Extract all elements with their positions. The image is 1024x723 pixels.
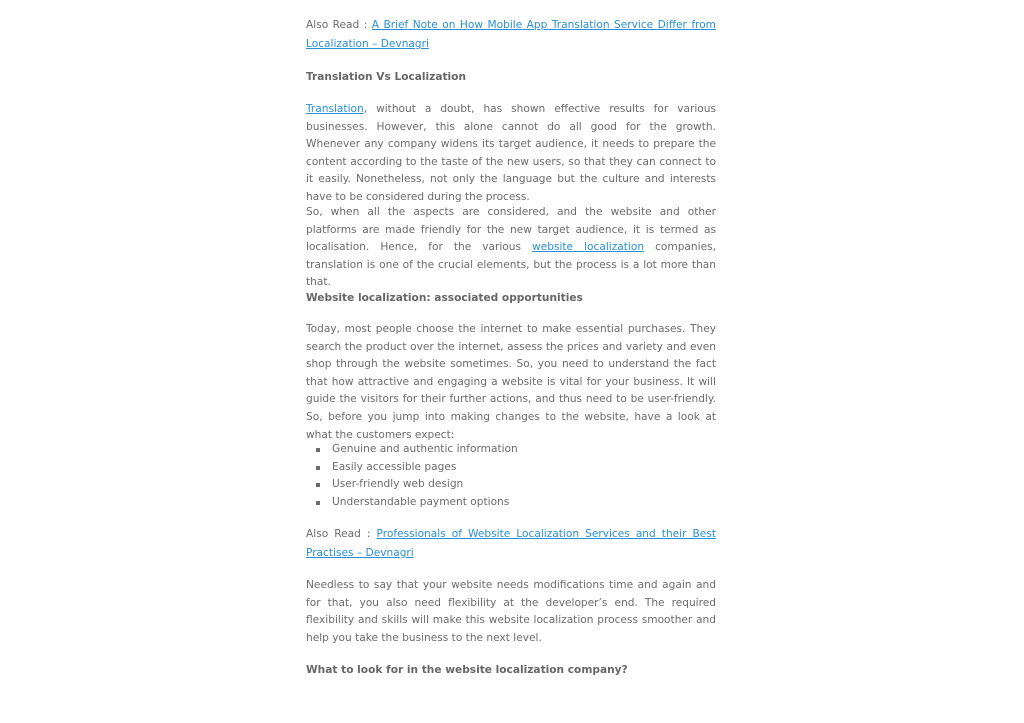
also-read-2-prefix: Also Read : — [306, 528, 377, 540]
also-read-2 — [306, 525, 716, 563]
paragraph-localisation-after: companies, translation is one of the crucial elements, but the process is a lot more than that. — [306, 241, 716, 289]
paragraph-localisation-before: So, when all the aspects are considered, and the website and other platforms are made friendly for the new target audience, it is termed as localisation. Hence, for the various — [306, 206, 716, 254]
website-localization-link[interactable]: website localization — [532, 241, 645, 254]
also-read-1-prefix: Also Read : — [306, 19, 372, 31]
also-read-1 — [306, 16, 716, 54]
list-item: Genuine and authentic information — [306, 441, 716, 459]
square-bullet-icon — [316, 448, 320, 452]
translation-link[interactable]: Translation — [306, 103, 364, 115]
square-bullet-icon — [316, 466, 320, 470]
paragraph-translation-text: , without a doubt, has shown effective results for various businesses. However, this alone cannot do all good for the growth. Whenever any company widens its target audience, it needs to prepare the content according to the taste of the new users, so that they can connect to it easily. Nonetheless, not only the language but the culture and interests have to be considered during the process. — [306, 103, 716, 203]
paragraph-localisation — [306, 204, 716, 292]
list-item: Easily accessible pages — [306, 459, 716, 477]
also-read-2-link[interactable]: Professionals of Website Localization Services and their Best Practises – Devnagri — [306, 528, 716, 559]
paragraph-internet-purchases: Today, most people choose the internet to make essential purchases. They search the product over the internet, assess the prices and variety and even shop through the website sometimes. So, you need to understand the fact that how attractive and engaging a website is vital for your business. It will guide the visitors for their further actions, and thus need to be user-friendly. So, before you jump into making changes to the website, have a look at what the customers expect: — [306, 323, 716, 441]
heading-translation-vs-localization: Translation Vs Localization — [306, 71, 467, 83]
square-bullet-icon — [316, 483, 320, 487]
heading-opportunities: Website localization: associated opportunities — [306, 292, 583, 304]
square-bullet-icon — [316, 501, 320, 505]
list-item: Understandable payment options — [306, 494, 716, 512]
list-item: User-friendly web design — [306, 476, 716, 494]
paragraph-flexibility: Needless to say that your website needs modifications time and again and for that, you also need flexibility at the developer’s end. The required flexibility and skills will make this website localization process smoother and help you take the business to the next level. — [306, 579, 716, 644]
expectations-list — [306, 441, 716, 511]
also-read-1-link[interactable]: A Brief Note on How Mobile App Translation Service Differ from Localization – Devnagri — [306, 19, 716, 50]
heading-what-to-look-for: What to look for in the website localization company? — [306, 664, 628, 676]
paragraph-translation — [306, 101, 716, 207]
